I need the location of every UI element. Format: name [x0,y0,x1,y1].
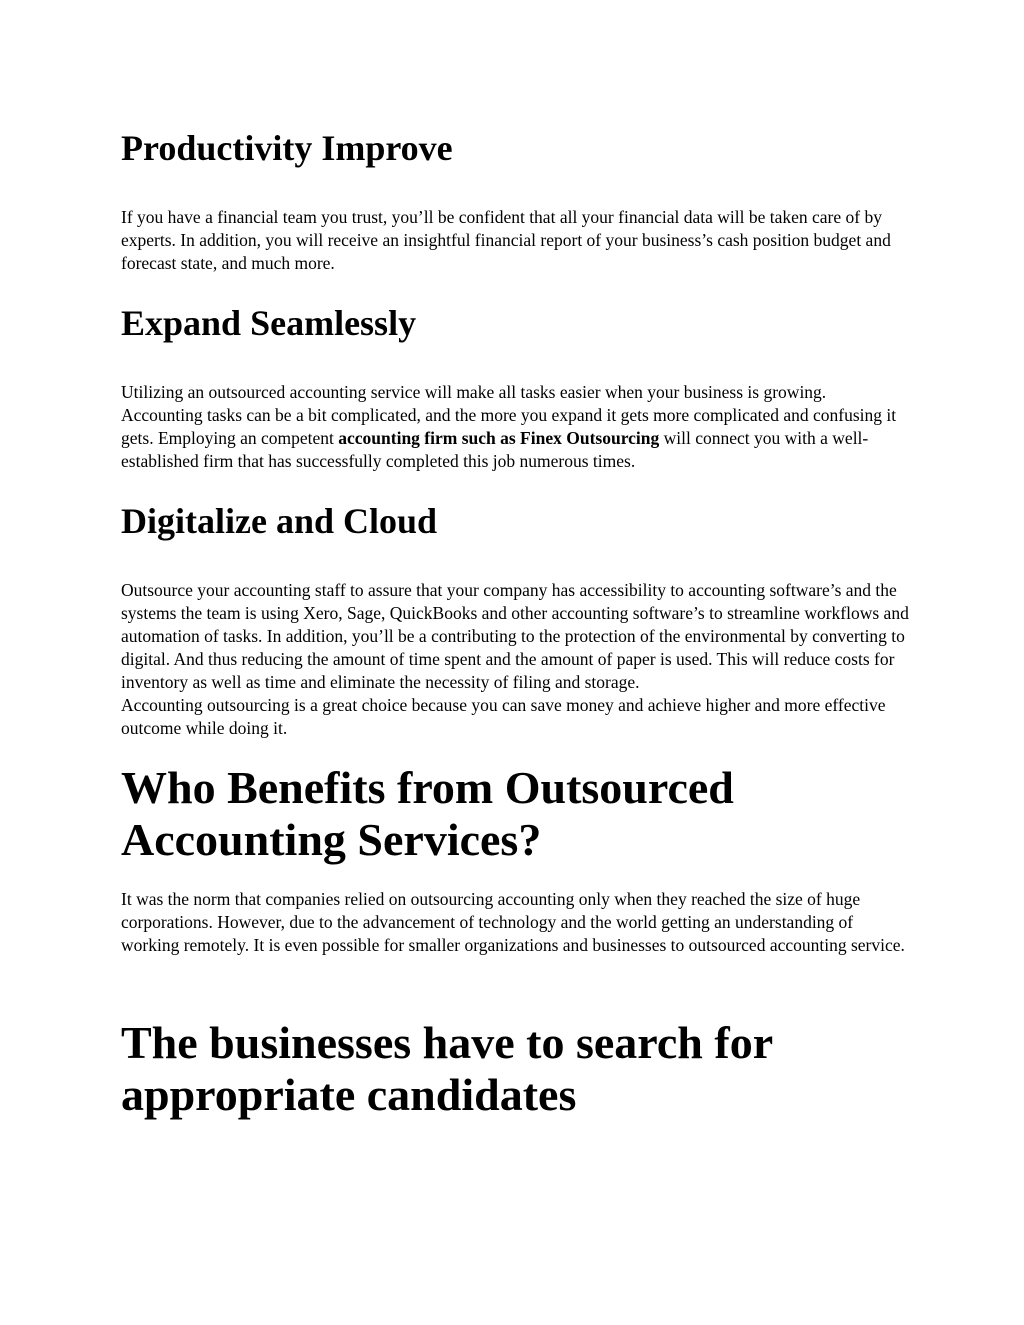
paragraph-productivity-improve: If you have a financial team you trust, you’ll be confident that all your financial data will be taken care of by experts. In addition, you will receive an insightful financial report of your business’s cash position budget and forecast state, and much more. [121,207,891,273]
spacer [121,740,911,762]
spacer [121,866,911,888]
bold-firm-name: accounting firm such as Finex Outsourcing [338,428,660,448]
heading-who-benefits: Who Benefits from Outsourced Accounting Services? [121,762,734,865]
paragraph-expand-seamlessly [121,381,911,473]
heading-digitalize-and-cloud: Digitalize and Cloud [121,501,438,541]
spacer [121,345,911,381]
spacer [121,957,911,1017]
paragraph-outsourcing-choice: Accounting outsourcing is a great choice because you can save money and achieve higher and more effective outcome while doing it. [121,695,886,738]
paragraph-who-benefits: It was the norm that companies relied on outsourcing accounting only when they reached the size of huge corporations. However, due to the advancement of technology and the world getting an understanding of working remotely. It is even possible for smaller organizations and businesses to outsourced accounting service. [121,889,905,955]
paragraph-text-before-bold: Utilizing an outsourced accounting service will make all tasks easier when your business is growing. Accounting tasks can be a bit complicated, and the more you expand it gets more complicated and confusing it gets. Employing an competent [121,382,897,448]
spacer [121,473,911,499]
spacer [121,170,911,206]
heading-expand-seamlessly: Expand Seamlessly [121,303,417,343]
paragraph-digitalize-and-cloud: Outsource your accounting staff to assure that your company has accessibility to accounting software’s and the systems the team is using Xero, Sage, QuickBooks and other accounting software’s to streamline workflows and automation of tasks. In addition, you’ll be a contributing to the protection of the environmental by converting to digital. And thus reducing the amount of time spent and the amount of paper is used. This will reduce costs for inventory as well as time and eliminate the necessity of filing and storage. [121,580,909,692]
heading-businesses-search: The businesses have to search for appropriate candidates [121,1017,773,1120]
spacer [121,543,911,579]
heading-productivity-improve: Productivity Improve [121,128,453,168]
document-content [121,126,911,1121]
spacer [121,275,911,301]
paragraph-text-after-bold: will connect you with a well-established firm that has successfully completed this job numerous times. [121,428,869,471]
